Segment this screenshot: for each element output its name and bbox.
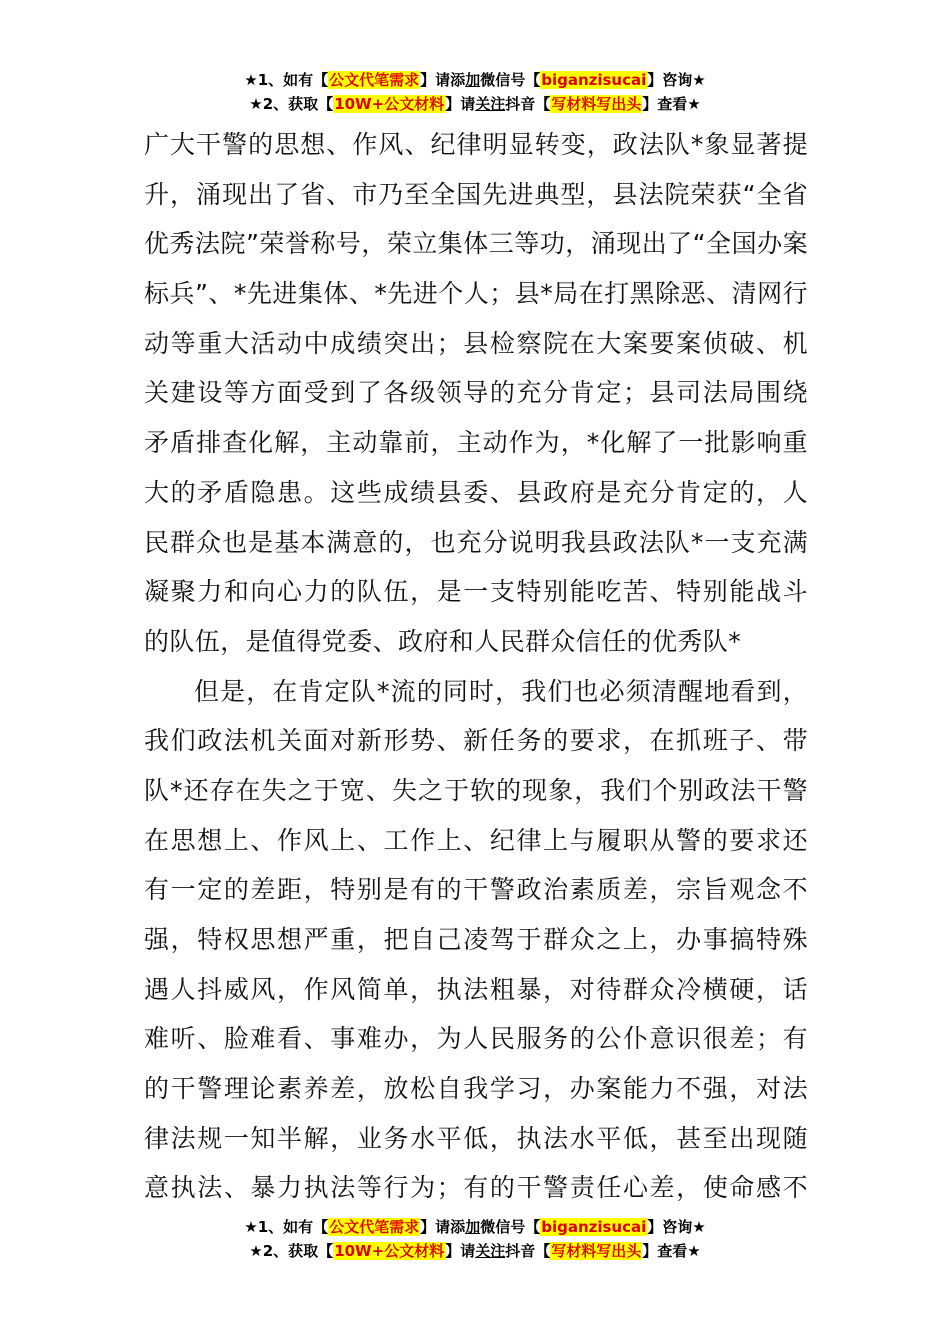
text-line: 有一定的差距，特别是有的干警政治素质差，宗旨观念不 (144, 875, 808, 905)
promo-underlined-text: 关注 (475, 95, 506, 113)
promo-suffix: 】查看★ (642, 1242, 701, 1260)
promo-highlight: 公文代笔需求 (329, 1218, 420, 1236)
promo-underlined-text: 加 (465, 1218, 481, 1236)
promo-line-2 (0, 92, 950, 116)
text-line: 矛盾排查化解，主动靠前，主动作为，*化解了一批影响重 (144, 428, 808, 458)
text-line: 律法规一知半解，业务水平低，执法水平低，甚至出现随 (144, 1123, 808, 1153)
promo-text: 抖音【 (505, 95, 551, 113)
paragraph-2 (144, 667, 808, 1214)
text-line: 队*还存在失之于宽、失之于软的现象，我们个别政法干警 (144, 775, 808, 805)
text-line: 广大干警的思想、作风、纪律明显转变，政法队*象显著提 (144, 130, 808, 159)
promo-highlight: 10W+公文材料 (334, 95, 445, 113)
promo-highlight: 10W+公文材料 (334, 1242, 445, 1260)
promo-text: 微信号【 (480, 1218, 541, 1236)
promo-line-2 (0, 1239, 950, 1263)
bottom-promo-banner (0, 1215, 950, 1263)
promo-highlight: 公文代笔需求 (329, 71, 420, 89)
promo-line-1 (0, 1215, 950, 1239)
text-line: 优秀法院”荣誉称号，荣立集体三等功，涌现出了“全国办案 (144, 229, 808, 259)
text-line: 意执法、暴力执法等行为；有的干警责任心差，使命感不 (144, 1173, 808, 1203)
text-line: 升，涌现出了省、市乃至全国先进典型，县法院荣获“全省 (144, 179, 808, 209)
promo-douyin-account: 写材料写出头 (551, 95, 642, 113)
promo-suffix: 】咨询★ (647, 1218, 706, 1236)
text-line: 大的矛盾隐患。这些成绩县委、县政府是充分肯定的，人 (144, 477, 808, 507)
text-line: 遇人抖威风，作风简单，执法粗暴，对待群众冷横硬，话 (144, 974, 808, 1004)
promo-text: 微信号【 (480, 71, 541, 89)
promo-text: 】请添 (420, 1218, 466, 1236)
promo-prefix: ★2、获取【 (249, 1242, 334, 1260)
text-line: 民群众也是基本满意的，也充分说明我县政法队*一支充满 (144, 527, 808, 557)
promo-prefix: ★1、如有【 (244, 1218, 329, 1236)
text-line: 凝聚力和向心力的队伍，是一支特别能吃苦、特别能战斗 (144, 577, 808, 607)
text-line: 动等重大活动中成绩突出；县检察院在大案要案侦破、机 (144, 328, 808, 358)
text-line: 的干警理论素养差，放松自我学习，办案能力不强，对法 (144, 1074, 808, 1104)
paragraph-1 (144, 120, 808, 667)
text-line: 关建设等方面受到了各级领导的充分肯定；县司法局围绕 (144, 378, 808, 408)
text-line: 我们政法机关面对新形势、新任务的要求，在抓班子、带 (144, 726, 808, 756)
text-line: 标兵”、*先进集体、*先进个人；县*局在打黑除恶、清网行 (144, 279, 808, 309)
promo-underlined-text: 关注 (475, 1242, 506, 1260)
promo-text: 抖音【 (505, 1242, 551, 1260)
promo-wechat-id: biganzisucai (541, 71, 647, 89)
promo-suffix: 】咨询★ (647, 71, 706, 89)
promo-text: 】请 (445, 95, 476, 113)
promo-douyin-account: 写材料写出头 (551, 1242, 642, 1260)
text-line: 强，特权思想严重，把自己凌驾于群众之上，办事搞特殊 (144, 925, 808, 954)
promo-wechat-id: biganzisucai (541, 1218, 647, 1236)
promo-suffix: 】查看★ (642, 95, 701, 113)
promo-prefix: ★1、如有【 (244, 71, 329, 89)
text-line: 的队伍，是值得党委、政府和人民群众信任的优秀队* (144, 626, 742, 656)
text-line: 但是，在肯定队*流的同时，我们也必须清醒地看到， (194, 676, 808, 706)
text-line: 在思想上、作风上、工作上、纪律上与履职从警的要求还 (144, 825, 808, 855)
promo-line-1 (0, 68, 950, 92)
promo-underlined-text: 加 (465, 71, 481, 89)
promo-text: 】请 (445, 1242, 476, 1260)
text-line: 难听、脸难看、事难办，为人民服务的公仆意识很差；有 (144, 1024, 808, 1054)
promo-text: 】请添 (420, 71, 466, 89)
top-promo-banner (0, 68, 950, 116)
promo-prefix: ★2、获取【 (249, 95, 334, 113)
document-body (144, 120, 808, 1213)
